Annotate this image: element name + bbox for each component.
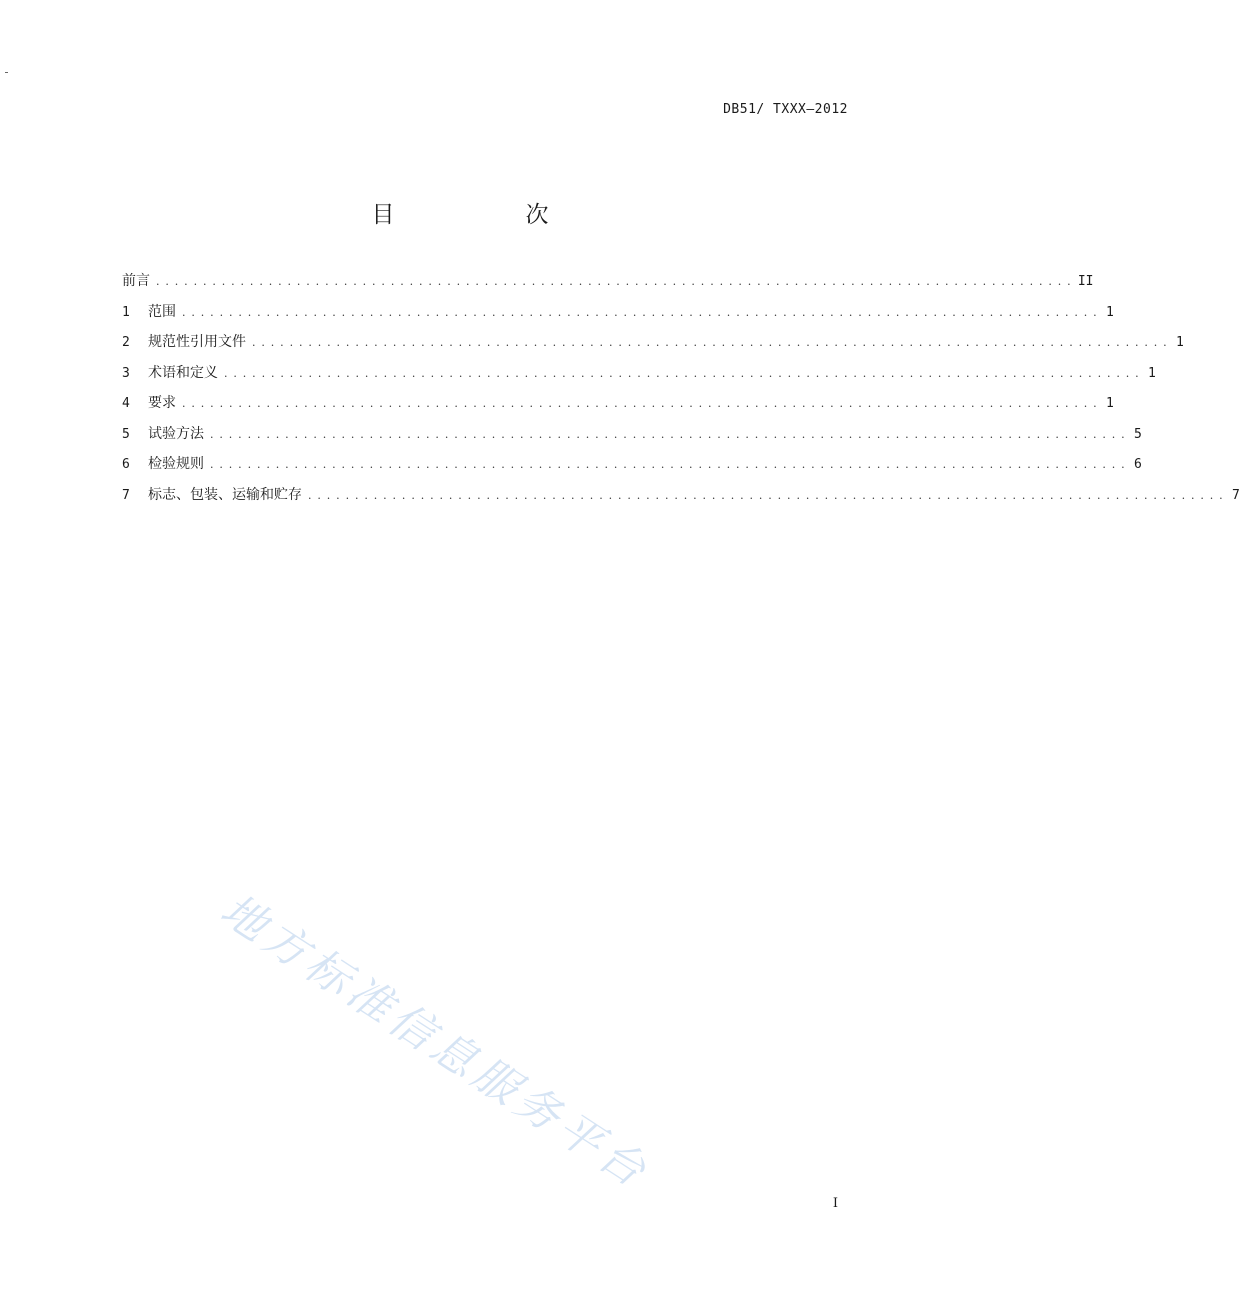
- toc-entry-page: 1: [1106, 396, 1114, 411]
- toc-leader-dots: . . . . . . . . . . . . . . . . . . . . . . . . . . . . . . . . . . . . . . . . . . . . . . . . . . . . . . . . . . . . . . . . . . . . . . . . . . . . . . . . . . . . . . . . . . . . . . . . . .: [156, 275, 1072, 288]
- toc-entry-marking-packaging[interactable]: [122, 484, 1240, 515]
- toc-leader-dots: . . . . . . . . . . . . . . . . . . . . . . . . . . . . . . . . . . . . . . . . . . . . . . . . . . . . . . . . . . . . . . . . . . . . . . . . . . . . . . . . . . . . . . . . . . . . . . . . . .: [210, 458, 1126, 471]
- table-of-contents: [122, 270, 1240, 514]
- toc-leader-dots: . . . . . . . . . . . . . . . . . . . . . . . . . . . . . . . . . . . . . . . . . . . . . . . . . . . . . . . . . . . . . . . . . . . . . . . . . . . . . . . . . . . . . . . . . . . . . . . . . .: [182, 397, 1098, 410]
- toc-entry-page: 7: [1232, 487, 1240, 503]
- toc-entry-requirements[interactable]: [122, 392, 1114, 423]
- toc-entry-inspection-rules[interactable]: [122, 453, 1142, 484]
- toc-entry-terms-definitions[interactable]: [122, 362, 1156, 393]
- document-code: DB51/ TXXX—2012: [723, 102, 848, 117]
- toc-entry-label: 标志、包装、运输和贮存: [148, 486, 302, 503]
- toc-leader-dots: . . . . . . . . . . . . . . . . . . . . . . . . . . . . . . . . . . . . . . . . . . . . . . . . . . . . . . . . . . . . . . . . . . . . . . . . . . . . . . . . . . . . . . . . . . . . . . . . . .: [252, 336, 1168, 349]
- toc-leader-dots: . . . . . . . . . . . . . . . . . . . . . . . . . . . . . . . . . . . . . . . . . . . . . . . . . . . . . . . . . . . . . . . . . . . . . . . . . . . . . . . . . . . . . . . . . . . . . . . . . .: [182, 305, 1098, 319]
- toc-entry-page: 5: [1134, 426, 1142, 442]
- toc-entry-number: 3: [122, 365, 130, 381]
- toc-entry-number: 1: [122, 304, 130, 320]
- toc-leader-dots: . . . . . . . . . . . . . . . . . . . . . . . . . . . . . . . . . . . . . . . . . . . . . . . . . . . . . . . . . . . . . . . . . . . . . . . . . . . . . . . . . . . . . . . . . . . . . . . . . .: [308, 488, 1224, 502]
- toc-entry-test-methods[interactable]: [122, 423, 1142, 454]
- toc-entry-label: 检验规则: [148, 456, 204, 472]
- toc-leader-dots: . . . . . . . . . . . . . . . . . . . . . . . . . . . . . . . . . . . . . . . . . . . . . . . . . . . . . . . . . . . . . . . . . . . . . . . . . . . . . . . . . . . . . . . . . . . . . . . . . .: [210, 427, 1126, 441]
- toc-entry-number: 2: [122, 335, 130, 350]
- toc-entry-label: 试验方法: [148, 425, 204, 442]
- toc-entry-number: 4: [122, 396, 130, 411]
- toc-entry-page: 1: [1148, 365, 1156, 381]
- page-number: I: [832, 1196, 838, 1211]
- toc-entry-label: 规范性引用文件: [148, 334, 246, 350]
- toc-entry-label: 要求: [148, 395, 176, 411]
- toc-entry-number: 5: [122, 426, 130, 442]
- toc-title: 目 次: [371, 202, 603, 228]
- toc-entry-foreword[interactable]: [122, 270, 1094, 301]
- toc-entry-page: II: [1077, 274, 1094, 289]
- toc-entry-number: 6: [122, 457, 130, 472]
- toc-entry-label: 术语和定义: [148, 364, 218, 381]
- toc-entry-scope[interactable]: [122, 301, 1114, 332]
- toc-leader-dots: . . . . . . . . . . . . . . . . . . . . . . . . . . . . . . . . . . . . . . . . . . . . . . . . . . . . . . . . . . . . . . . . . . . . . . . . . . . . . . . . . . . . . . . . . . . . . . . . . .: [224, 366, 1140, 380]
- watermark: 地方标准信息服务平台: [211, 884, 659, 1200]
- toc-entry-normative-references[interactable]: [122, 331, 1184, 362]
- toc-entry-number: 7: [122, 487, 130, 503]
- toc-entry-page: 1: [1176, 335, 1184, 350]
- scan-artifact: [5, 72, 8, 73]
- toc-entry-page: 1: [1106, 304, 1114, 320]
- toc-entry-label: 范围: [148, 303, 176, 320]
- toc-entry-page: 6: [1134, 457, 1142, 472]
- toc-entry-label: 前言: [122, 273, 150, 289]
